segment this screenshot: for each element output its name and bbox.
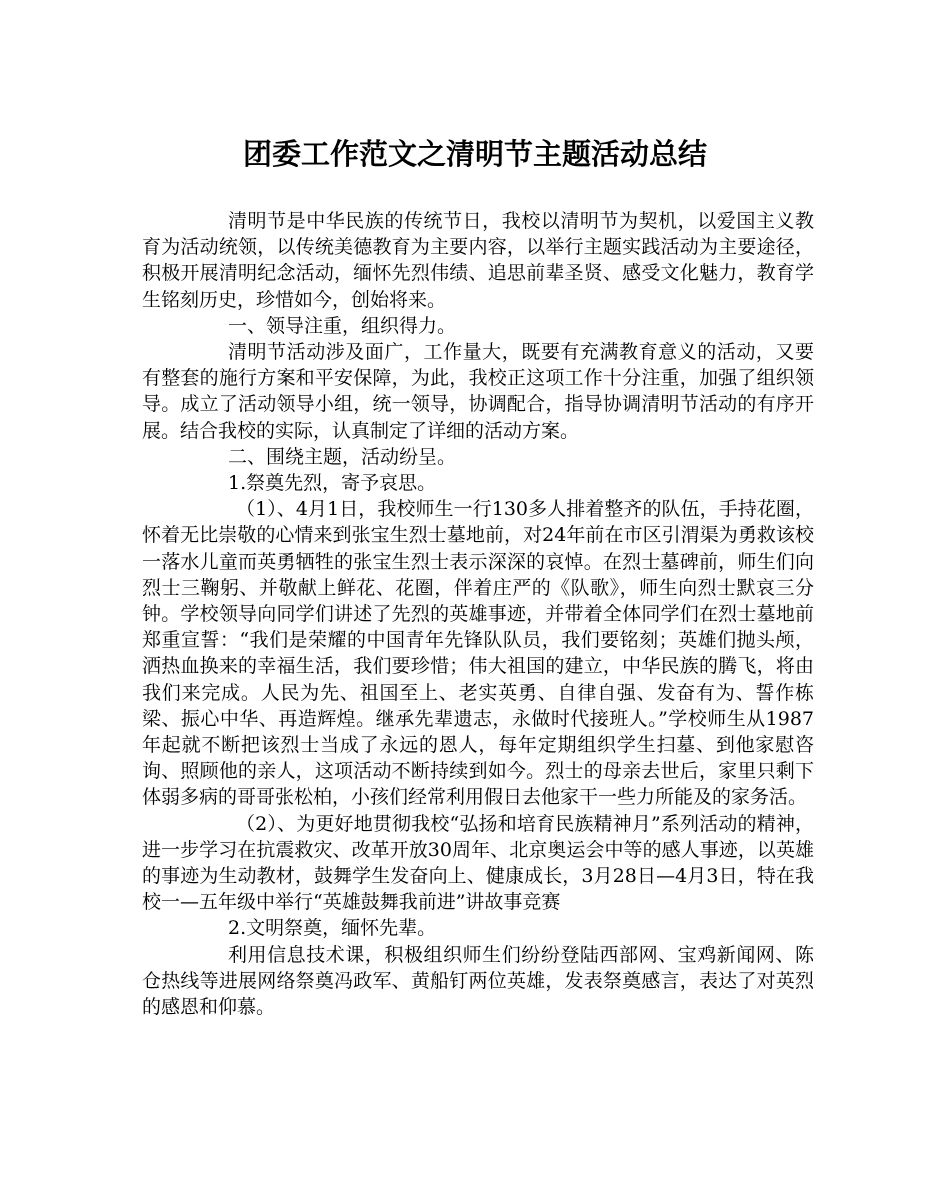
subsection-heading-memorial: 1.祭奠先烈，寄予哀思。 xyxy=(228,472,437,495)
section-heading-leadership: 一、领导注重，组织得力。 xyxy=(228,314,457,337)
paragraph-online-memorial: 利用信息技术课，积极组织师生们纷纷登陆西部网、宝鸡新闻网、陈仓热线等进展网络祭奠冯政军、黄船钉两位英雄，发表祭奠感言，表达了对英烈的感恩和仰慕。 xyxy=(142,943,814,1019)
paragraph-storytelling-contest: （2）、为更好地贯彻我校“弘扬和培育民族精神月”系列活动的精神，进一步学习在抗震救灾、改革开放30周年、北京奥运会中等的感人事迹，以英雄的事迹为生动教材，鼓舞学生发奋向上、健康成长，3月28日—4月3日，特在我校一—五年级中举行“英雄鼓舞我前进”讲故事竞赛 xyxy=(142,812,814,914)
paragraph-memorial-visit: （1）、4月1日，我校师生一行130多人排着整齐的队伍，手持花圈，怀着无比崇敬的心情来到张宝生烈士墓地前，对24年前在市区引渭渠为勇救该校一落水儿童而英勇牺牲的张宝生烈士表示深深的哀悼。在烈士墓碑前，师生们向烈士三鞠躬、并敬献上鲜花、花圈，伴着庄严的《队歌》，师生向烈士默哀三分钟。学校领导向同学们讲述了先烈的英雄事迹，并带着全体同学们在烈士墓地前郑重宣誓：“我们是荣耀的中国青年先锋队队员，我们要铭刻；英雄们抛头颅，洒热血换来的幸福生活，我们要珍惜；伟大祖国的建立，中华民族的腾飞，将由我们来完成。人民为先、祖国至上、老实英勇、自律自强、发奋有为、誓作栋梁、振心中华、再造辉煌。继承先辈遗志，永做时代接班人。”学校师生从1987年起就不断把该烈士当成了永远的恩人，每年定期组织学生扫墓、到他家慰咨询、照顾他的亲人，这项活动不断持续到如今。烈士的母亲去世后，家里只剩下体弱多病的哥哥张松柏，小孩们经常利用假日去他家干一些力所能及的家务活。 xyxy=(142,498,814,809)
paragraph-intro: 清明节是中华民族的传统节日，我校以清明节为契机，以爱国主义教育为活动统领，以传统美德教育为主要内容，以举行主题实践活动为主要途径，积极开展清明纪念活动，缅怀先烈伟绩、追思前辈圣贤、感受文化魅力，教育学生铭刻历史，珍惜如今，创始将来。 xyxy=(142,210,814,311)
document-body xyxy=(142,208,814,1020)
document-title: 团委工作范文之清明节主题活动总结 xyxy=(242,137,707,171)
paragraph-leadership: 清明节活动涉及面广，工作量大，既要有充满教育意义的活动，又要有整套的施行方案和平安保障，为此，我校正这项工作十分注重，加强了组织领导。成立了活动领导小组，统一领导，协调配合，指导协调清明节活动的有序开展。结合我校的实际，认真制定了详细的活动方案。 xyxy=(142,341,814,442)
section-heading-activities: 二、围绕主题，活动纷呈。 xyxy=(228,445,457,468)
subsection-heading-online-memorial: 2.文明祭奠，缅怀先辈。 xyxy=(228,917,437,940)
